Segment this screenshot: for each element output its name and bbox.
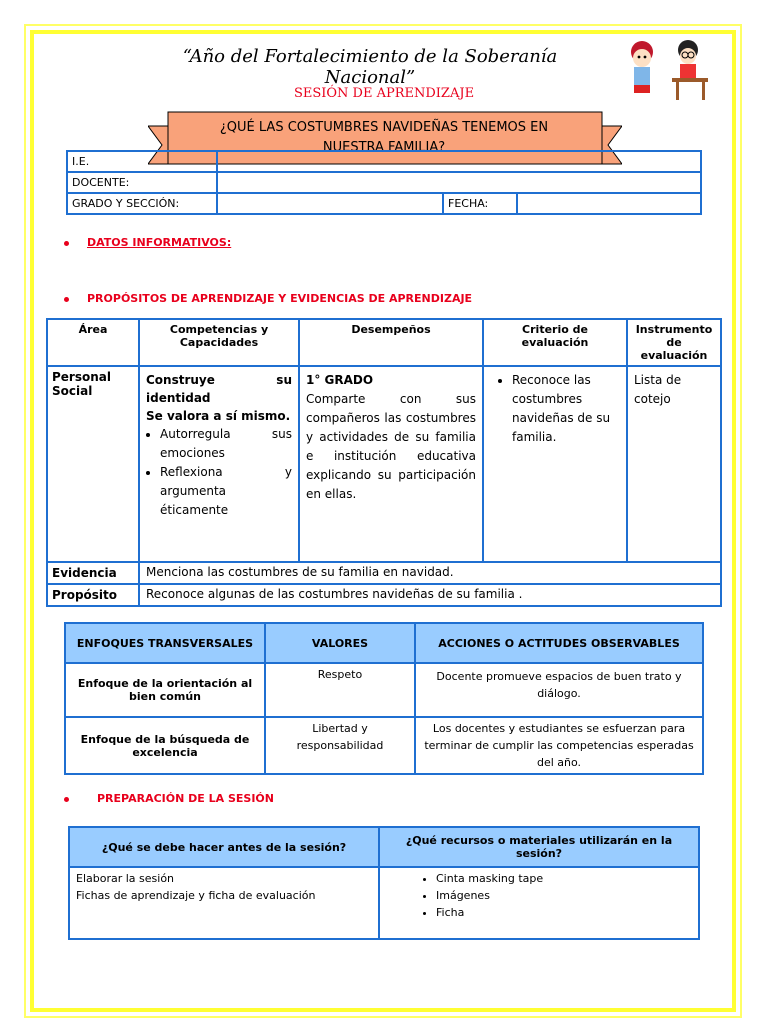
header-desempenos: Desempeños bbox=[299, 319, 483, 366]
grado-label: GRADO Y SECCIÓN: bbox=[67, 193, 217, 214]
section-preparacion bbox=[64, 792, 274, 805]
bullet-dot bbox=[64, 297, 69, 302]
header-enfoques: ENFOQUES TRANSVERSALES bbox=[65, 623, 265, 663]
info-table bbox=[66, 150, 702, 215]
year-motto: “Año del Fortalecimiento de la Soberanía Nacional” bbox=[182, 46, 558, 88]
list-item: Elaborar la sesión bbox=[76, 872, 175, 885]
enfoques-table bbox=[64, 622, 704, 775]
competencia: Construye su identidad bbox=[146, 373, 292, 405]
header-area: Área bbox=[47, 319, 139, 366]
section-propositos bbox=[64, 292, 472, 305]
criterio-cell bbox=[483, 366, 627, 562]
area-cell: Personal Social bbox=[47, 366, 139, 562]
docente-value[interactable] bbox=[217, 172, 701, 193]
list-item: • Reflexiona y argumenta éticamente bbox=[160, 463, 292, 520]
table-row bbox=[65, 663, 703, 717]
capacidad: Se valora a sí mismo. bbox=[146, 409, 291, 423]
list-item: • Reconoce las costumbres navideñas de su familia. bbox=[512, 371, 620, 447]
proposito-label: Propósito bbox=[47, 584, 139, 606]
list-item: • Cinta masking tape bbox=[436, 870, 692, 887]
section-datos-label: DATOS INFORMATIVOS: bbox=[87, 236, 232, 249]
criterio-list bbox=[490, 371, 620, 447]
ie-label: I.E. bbox=[67, 151, 217, 172]
recursos-list bbox=[386, 870, 692, 921]
list-item: • Imágenes bbox=[436, 887, 692, 904]
list-item: • Autorregula sus emociones bbox=[160, 425, 292, 463]
valor-cell: Libertad y responsabilidad bbox=[265, 717, 415, 774]
header-criterio: Criterio de evaluación bbox=[483, 319, 627, 366]
table-row bbox=[65, 717, 703, 774]
desempeno-text: Comparte con sus compañeros las costumbres y actividades de su familia e institución educativa explicando su participación en ellas. bbox=[306, 392, 476, 501]
fecha-label: FECHA: bbox=[443, 193, 517, 214]
fecha-value[interactable] bbox=[517, 193, 701, 214]
competencias-cell bbox=[139, 366, 299, 562]
session-title: SESIÓN DE APRENDIZAJE bbox=[293, 86, 475, 101]
header-antes: ¿Qué se debe hacer antes de la sesión? bbox=[69, 827, 379, 867]
list-item: • Ficha bbox=[436, 904, 692, 921]
ie-value[interactable] bbox=[217, 151, 701, 172]
header-valores: VALORES bbox=[265, 623, 415, 663]
list-item: Fichas de aprendizaje y ficha de evaluación bbox=[76, 889, 316, 902]
bullet-dot bbox=[64, 241, 69, 246]
accion-cell: Los docentes y estudiantes se esfuerzan para terminar de cumplir las competencias esperadas del año. bbox=[415, 717, 703, 774]
preparation-table bbox=[68, 826, 700, 940]
enfoque-cell: Enfoque de la orientación al bien común bbox=[65, 663, 265, 717]
section-datos bbox=[64, 236, 231, 249]
session-question-title: ¿QUÉ LAS COSTUMBRES NAVIDEÑAS TENEMOS EN NUESTRA FAMILIA? bbox=[219, 120, 549, 155]
evidencia-text: Menciona las costumbres de su familia en navidad. bbox=[139, 562, 721, 584]
capacidades-list bbox=[146, 425, 292, 520]
header-instrumento: Instrumento de evaluación bbox=[627, 319, 721, 366]
enfoque-cell: Enfoque de la búsqueda de excelencia bbox=[65, 717, 265, 774]
grado: 1° GRADO bbox=[306, 373, 374, 387]
header-recursos: ¿Qué recursos o materiales utilizarán en la sesión? bbox=[379, 827, 699, 867]
header-competencias: Competencias y Capacidades bbox=[139, 319, 299, 366]
valor-cell: Respeto bbox=[265, 663, 415, 717]
section-preparacion-label: PREPARACIÓN DE LA SESIÓN bbox=[97, 792, 274, 805]
instrumento-cell: Lista de cotejo bbox=[627, 366, 721, 562]
bullet-dot bbox=[64, 797, 69, 802]
section-propositos-label: PROPÓSITOS DE APRENDIZAJE Y EVIDENCIAS DE APRENDIZAJE bbox=[87, 292, 473, 305]
docente-label: DOCENTE: bbox=[67, 172, 217, 193]
accion-cell: Docente promueve espacios de buen trato y diálogo. bbox=[415, 663, 703, 717]
header-acciones: ACCIONES O ACTITUDES OBSERVABLES bbox=[415, 623, 703, 663]
desempenos-cell bbox=[299, 366, 483, 562]
evidencia-label: Evidencia bbox=[47, 562, 139, 584]
proposito-text: Reconoce algunas de las costumbres navideñas de su familia . bbox=[139, 584, 721, 606]
recursos-cell bbox=[379, 867, 699, 939]
antes-cell bbox=[69, 867, 379, 939]
grado-value[interactable] bbox=[217, 193, 443, 214]
purposes-table bbox=[46, 318, 722, 607]
